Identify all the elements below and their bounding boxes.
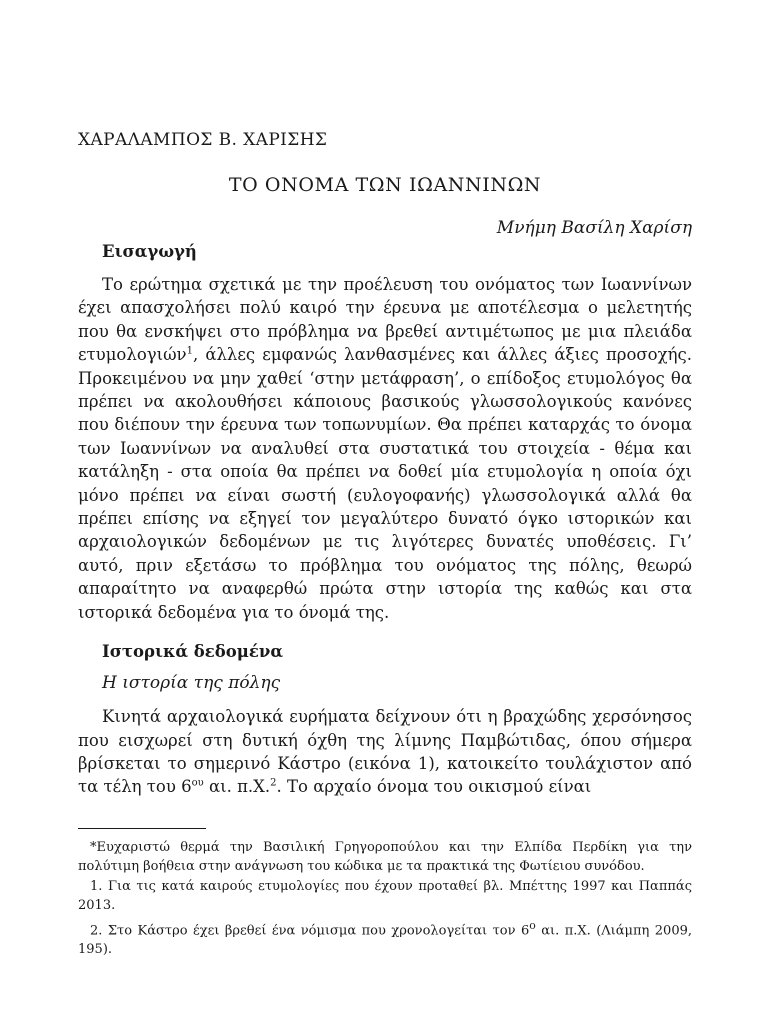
article-title: ΤΟ ΟΝΟΜΑ ΤΩΝ ΙΩΑΝΝΙΝΩΝ <box>228 174 542 196</box>
footnote-acknowledgement: *Ευχαριστώ θερμά την Βασιλική Γρηγοροπούλου και την Ελπίδα Περδίκη για την πολύτιμη βοήθεια στην ανάγνωση του κώδικα με τα πρακτικά της Φωτίειου συνόδου. <box>78 840 692 874</box>
intro-paragraph <box>78 273 692 624</box>
footnote-ref-2: 2 <box>270 777 277 789</box>
footnote-separator <box>78 828 206 829</box>
dedication: Μνήμη Βασίλη Χαρίση <box>496 218 692 238</box>
intro-text-part1: Το ερώτημα σχετικά με την προέλευση του ονόματος των Ιωαννίνων έχει απασχολήσει πολύ καιρό την έρευνα με αποτέλεσμα ο μελετητής που θα ενσκήψει στο πρόβλημα να βρεθεί αντιμέτωπος με μια πλειάδα ετυμολογιών <box>78 275 692 365</box>
footnotes <box>78 828 692 961</box>
footnote-2-part2: αι. π.Χ. (Λιάμπη 2009, 195). <box>78 923 693 957</box>
history-text-part2: αι. π.Χ. <box>203 777 271 797</box>
section-gap <box>78 624 692 642</box>
intro-text-part2: , άλλες εμφανώς λανθασμένες και άλλες άξιες προσοχής. Προκειμένου να μην χαθεί ‘στην μετάφραση’, ο επίδοξος ετυμολόγος θα πρέπει να ακολουθήσει κάποιους βασικούς γλωσσολογικούς κανόνες που διέπουν την έρευνα των τοπωνυμίων. Θα πρέπει καταρχάς το όνομα των Ιωαννίνων να αναλυθεί στα συστατικά του στοιχεία - θέμα και κατάληξη - στα οποία θα πρέπει να δοθεί μία ετυμολογία η οποία όχι μόνο πρέπει να είναι σωστή (ευλογοφανής) γλωσσολογικά αλλά θα πρέπει επίσης να εξηγεί τον μεγαλύτερο δυνατό όγκο ιστορικών και αρχαιολογικών δεδομένων με τις λιγότερες δυνατές υποθέσεις. Γι’ αυτό, πριν εξετάσω το πρόβλημα του ονόματος της πόλης, θεωρώ απαραίτητο να αναφερθώ πρώτα στην ιστορία της καθώς και στα ιστορικά δεδομένα για το όνομά της. <box>78 345 692 622</box>
section-heading-introduction: Εισαγωγή <box>102 242 197 261</box>
history-text-part1: Κινητά αρχαιολογικά ευρήματα δείχνουν ότι η βραχώδης χερσόνησος που εισχωρεί στη δυτική όχθη της λίμνης Παμβώτιδας, όπου σήμερα βρίσκεται το σημερινό Κάστρο (εικόνα 1), κατοικείτο τουλάχιστον από τα τέλη του 6 <box>78 707 692 797</box>
footnote-2-part1: 2. Στο Κάστρο έχει βρεθεί ένα νόμισμα που χρονολογείται τον 6 <box>90 923 530 939</box>
ordinal-superscript: ου <box>191 777 204 789</box>
footnote-ref-1: 1 <box>186 345 193 357</box>
subsection-heading-city-history: Η ιστορία της πόλης <box>102 673 281 694</box>
author-name: ΧΑΡΑΛΑΜΠΟΣ Β. ΧΑΡΙΣΗΣ <box>78 130 328 150</box>
history-paragraph <box>78 705 692 799</box>
history-text-part3: . Το αρχαίο όνομα του οικισμού είναι <box>276 777 592 797</box>
footnote-1: 1. Για τις κατά καιρούς ετυμολογίες που έχουν προταθεί βλ. Μπέττης 1997 και Παππάς 2013. <box>78 879 692 913</box>
section-heading-historical-data: Ιστορικά δεδομένα <box>102 642 284 662</box>
footnote-2-ordinal: ο <box>529 919 536 932</box>
footnote-2 <box>78 917 692 959</box>
